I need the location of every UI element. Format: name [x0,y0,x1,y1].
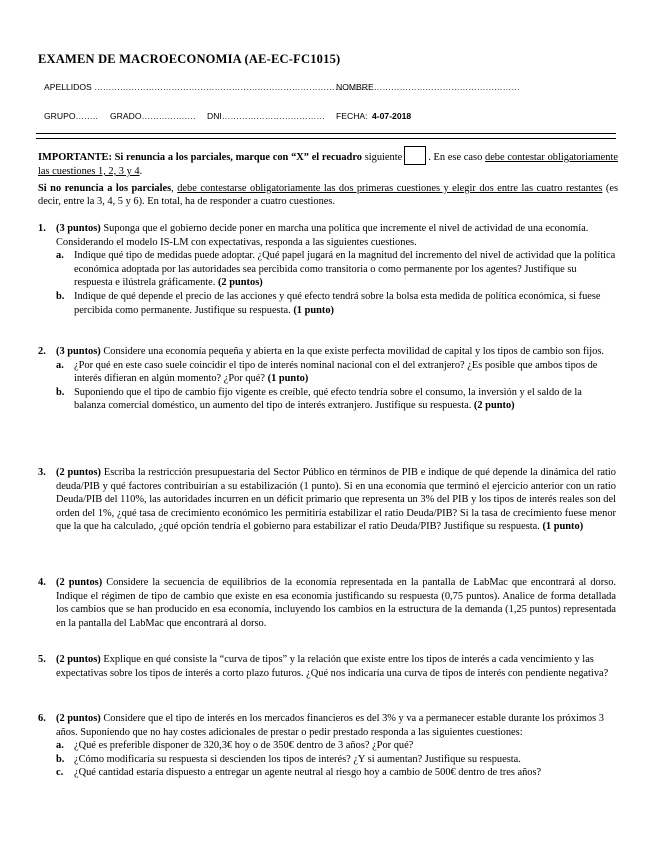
question-5 [38,653,616,680]
question-number: 4. [38,577,46,588]
question-text: Considere la secuencia de equilibrios de la economía representada en la pantalla de LabMac que encontrará al dorso. Indique el régimen de tipo de cambio que existe en esa economía justificando su respuesta (0,75 puntos). Analice de forma detallada los cambios que se han producido en esa economía, incluyendo los cambios en la estructura de la demanda (1,25 puntos) representada en la pantalla del LabMac que encontrará al dorso. [56,577,617,629]
apellidos-field[interactable]: APELLIDOS …………………………………………………………………………………… [44,82,370,92]
sub-letter: a. [56,740,64,752]
nombre-field[interactable]: NOMBRE…………………………………………… [336,82,520,92]
importante-after: siguiente [364,152,403,163]
importante-note [38,146,618,179]
question-text: Suponga que el gobierno decide poner en marcha una política que incremente el nivel de actividad de una economía. Considerando el modelo IS-LM con expectativas, responda a las siguientes cuestiones. [56,223,589,248]
no-renuncia-underlined: debe contestarse obligatoriamente las dos primeras cuestiones y elegir dos entre las cuatro restantes [177,183,603,194]
question-number: 6. [38,713,46,724]
dni-field[interactable]: DNI……………………………… [207,111,325,121]
question-points: (2 puntos) [56,577,103,588]
question-6 [38,712,616,780]
question-points: (3 puntos) [56,346,101,357]
divider-top [36,133,616,134]
sub-points: (2 puntos) [217,277,263,289]
question-4 [38,576,616,630]
importante-underlined: debe contestar obligatoriamente las cuestiones 1, 2, 3 y 4 [38,152,618,177]
no-renuncia-note [38,182,618,209]
importante-instruction: : Si renuncia a los parciales, marque con “X” el recuadro [108,152,362,163]
question-text: Considere una economía pequeña y abierta en la que existe perfecta movilidad de capital y los tipos de cambio son fijos. [100,346,604,357]
sub-letter: b. [56,290,65,302]
question-number: 2. [38,346,46,357]
question-points: (2 puntos) [56,654,101,665]
question-points: (2 puntos) [56,713,101,724]
sub-points: (1 punto) [293,304,335,316]
question-1 [38,222,616,317]
sub-letter: c. [56,767,64,779]
question-number: 3. [38,467,46,478]
question-2 [38,345,616,413]
sub-text: ¿Qué es preferible disponer de 320,3€ hoy o de 350€ dentro de 3 años? ¿Por qué? [74,740,414,752]
sub-letter: b. [56,386,65,398]
question-3 [38,466,616,534]
question-number: 1. [38,223,46,234]
no-renuncia-label: Si no renuncia a los parciales [38,183,172,194]
no-renuncia-comma: , [171,183,178,194]
divider-bottom [36,138,616,139]
sub-letter: a. [56,359,64,371]
sub-text: ¿Por qué en este caso suele coincidir el tipo de interés nominal nacional con el del extranjero? ¿Es posible que ambos tipos de interés difieran en algún momento? ¿Por qué? [74,359,598,385]
question-text: Escriba la restricción presupuestaria del Sector Público en términos de PIB e indique de qué depende la dinámica del ratio deuda/PIB y qué factores contribuirían a su estabilización (1 punto). Si en una economía que terminó el ejercicio anterior con un ratio Deuda/PIB del 110%, las autoridades incurren en un déficit primario que representa un 3% del PIB y los tipos de interés reales son del orden del 1%, ¿qué tasa de crecimiento económico les permitiría estabilizar el ratio Deuda/PIB? Si la tasa de crecimiento fuese menor que la que ha calculado, ¿qué opción tendría el gobierno para estabilizar el ratio Deuda/PIB? Justifique su respuesta. [56,467,616,533]
sub-letter: b. [56,753,65,765]
question-points: (3 puntos) [56,223,101,234]
question-number: 5. [38,654,46,665]
sub-text: Suponiendo que el tipo de cambio fijo vigente es creíble, qué efecto tendría sobre el consumo, la inversión y el saldo de la balanza comercial doméstico, un aumento del tipo de interés extranjero. Justifique su respuesta. [74,386,582,412]
question-points: (2 puntos) [56,467,101,478]
grado-field[interactable]: GRADO………………. [110,111,196,121]
question-end-points: (1 punto) [542,521,584,533]
sub-text: ¿Qué cantidad estaría dispuesto a entregar un agente neutral al riesgo hoy a cambio de 500€ dentro de tres años? [74,767,542,779]
sub-text: Indique de qué depende el precio de las acciones y qué efecto tendrá sobre la bolsa esta medida de política económica, si fuese percibida como permanente. Justifique su respuesta. [74,290,601,316]
question-text: Considere que el tipo de interés en los mercados financieros es del 3% y va a permanecer estable durante los próximos 3 años. Suponiendo que no hay costes adicionales de prestar o pedir prestado responda a las siguientes cuestiones: [56,713,604,738]
importante-end: . [139,166,143,177]
sub-text: Indique qué tipo de medidas puede adoptar. ¿Qué papel jugará en la magnitud del incremento del nivel de actividad que la política económica adoptada por las autoridades sea percibida como transitoria o como permanente por los agentes? Justifique su respuesta e ilústrela gráficamente. [74,250,616,289]
question-text: Explique en qué consiste la “curva de tipos” y la relación que existe entre los tipos de interés a cada vencimiento y las expectativas sobre los tipos de interés a corto plazo futuros. ¿Qué nos indicaría una curva de tipos de interés con pendiente negativa? [56,654,609,679]
fecha-label: FECHA: [336,111,368,121]
sub-text: ¿Cómo modificaría su respuesta si descienden los tipos de interés? ¿Y si aumentan? Justifique su respuesta. [74,753,521,765]
renuncia-checkbox[interactable] [404,146,426,165]
sub-points: (1 punto) [267,373,309,385]
fecha-value: 4-07-2018 [372,111,412,121]
sub-points: (2 punto) [473,400,515,412]
importante-text2: . En ese caso [428,152,483,163]
exam-title: EXAMEN DE MACROECONOMIA (AE-EC-FC1015) [38,52,341,66]
no-renuncia-rest: (es decir, entre la 3, 4, 5 y 6). En total, ha de responder a cuatro cuestiones. [38,183,618,208]
grupo-field[interactable]: GRUPO…….. [44,111,98,121]
importante-label: IMPORTANTE [38,152,109,163]
sub-letter: a. [56,250,64,262]
